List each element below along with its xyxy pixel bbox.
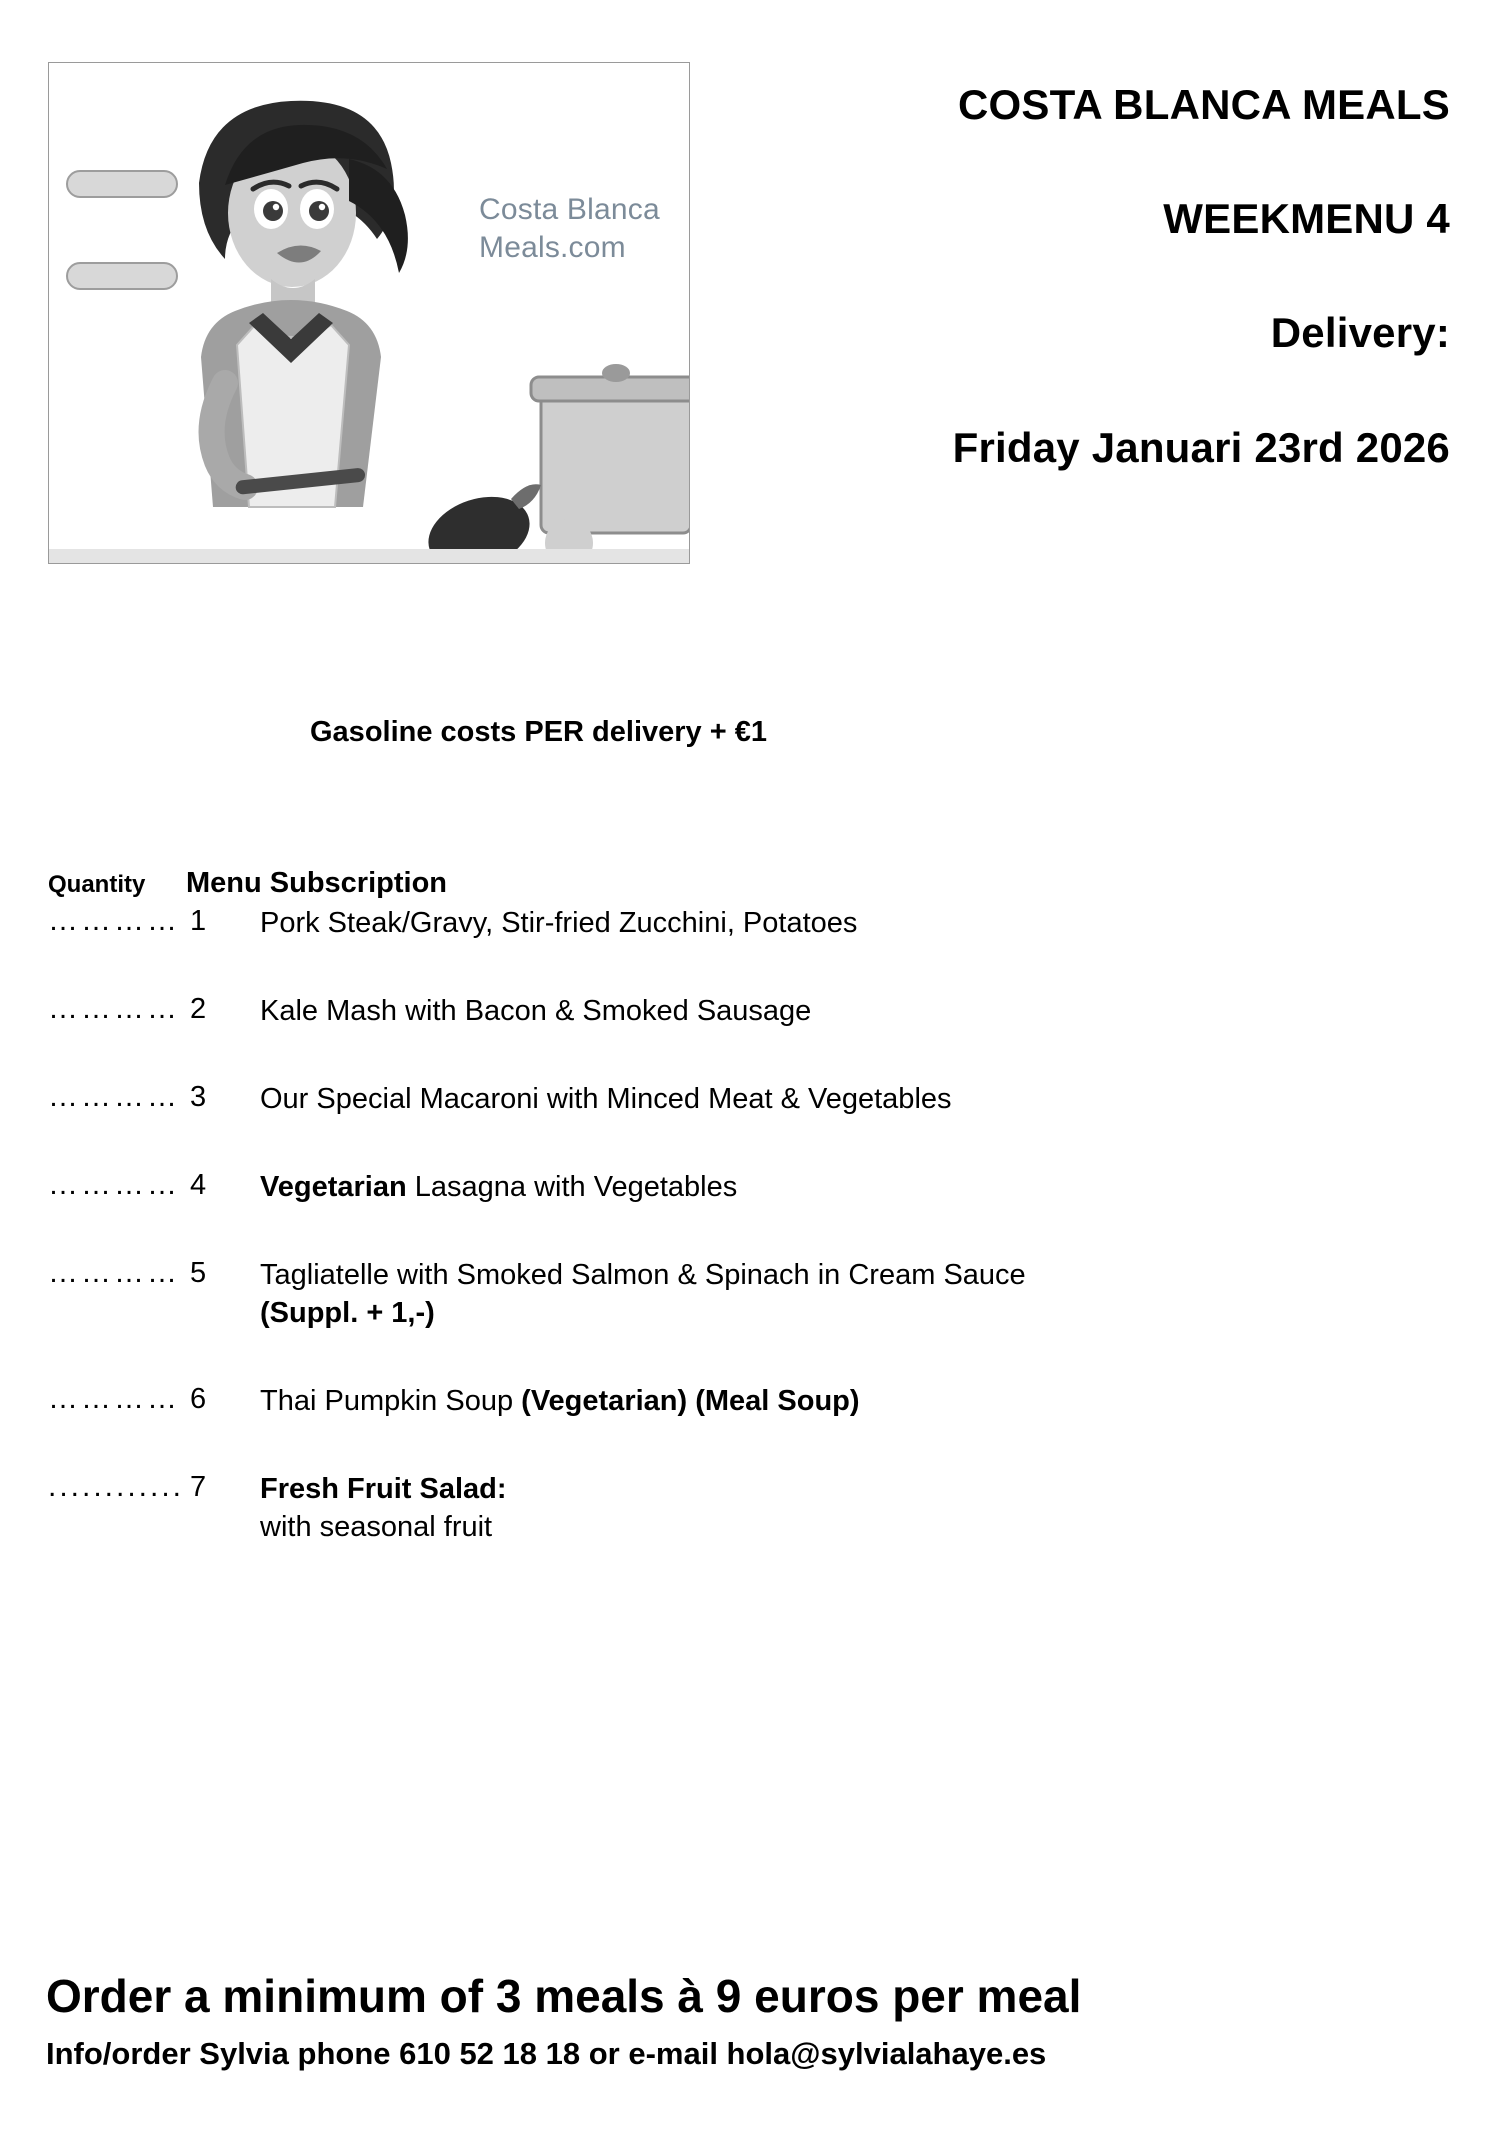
table-row[interactable] [48, 1256, 1512, 1332]
table-row[interactable] [48, 992, 1512, 1030]
contact-info-text: Info/order Sylvia phone 610 52 18 18 or e-mail hola@sylvialahaye.es [46, 2035, 1047, 2071]
delivery-date: Friday Januari 23rd 2026 [952, 423, 1450, 471]
quantity-dots[interactable]: ………… [48, 992, 180, 1025]
logo-brand-text [479, 191, 660, 267]
logo-brand-line2: Meals.com [479, 231, 626, 264]
menu-bold-prefix: Vegetarian [260, 1171, 407, 1203]
quantity-dots[interactable]: ………… [48, 904, 180, 937]
gasoline-notice: Gasoline costs PER delivery + €1 [310, 716, 767, 748]
menu-number: 5 [190, 1257, 207, 1289]
logo-illustration [49, 63, 689, 563]
menu-description [260, 1080, 1512, 1118]
page-title: COSTA BLANCA MEALS [957, 81, 1450, 128]
column-header-menu-subscription: Menu Subscription [186, 867, 447, 899]
menu-text: Our Special Macaroni with Minced Meat & Vegetables [260, 1083, 952, 1115]
menu-text: Lasagna with Vegetables [406, 1171, 738, 1203]
quantity-dots[interactable]: ………… [48, 1382, 180, 1415]
menu-list [0, 904, 1512, 1546]
menu-bold-suffix: (Vegetarian) (Meal Soup) [521, 1385, 860, 1417]
menu-text: Kale Mash with Bacon & Smoked Sausage [260, 995, 812, 1027]
footer [0, 1970, 1512, 2072]
menu-description [260, 1168, 1512, 1206]
table-row[interactable] [48, 1382, 1512, 1420]
menu-description [260, 1256, 1512, 1332]
menu-table-header [0, 867, 1512, 900]
menu-text: Tagliatelle with Smoked Salmon & Spinach in Cream Sauce [260, 1259, 1026, 1291]
menu-supplement-note: (Suppl. + 1,-) [260, 1297, 435, 1329]
menu-description [260, 1382, 1512, 1420]
header [0, 0, 1512, 564]
menu-number: 7 [190, 1471, 207, 1503]
cook-illustration-icon [49, 63, 689, 563]
weekmenu-subtitle: WEEKMENU 4 [1163, 195, 1450, 243]
table-row[interactable] [48, 1470, 1512, 1546]
quantity-dots[interactable]: ………… [48, 1256, 180, 1289]
menu-number: 2 [190, 993, 207, 1025]
menu-description [260, 1470, 1512, 1546]
quantity-dots[interactable]: ………… [48, 1168, 180, 1201]
menu-text: Pork Steak/Gravy, Stir-fried Zucchini, Potatoes [260, 907, 858, 939]
menu-detail-note: with seasonal fruit [260, 1511, 493, 1543]
menu-number: 4 [190, 1169, 207, 1201]
menu-number: 6 [190, 1383, 207, 1415]
delivery-label: Delivery: [1270, 309, 1450, 357]
menu-number: 3 [190, 1081, 207, 1113]
quantity-dots[interactable]: ………… [48, 1080, 180, 1113]
column-header-quantity: Quantity [48, 871, 146, 898]
logo-image [48, 62, 690, 564]
menu-description [260, 904, 1512, 942]
table-row[interactable] [48, 1080, 1512, 1118]
logo-brand-line1: Costa Blanca [479, 193, 660, 226]
table-row[interactable] [48, 904, 1512, 942]
quantity-dots[interactable]: ............ [48, 1470, 185, 1503]
menu-bold-prefix: Fresh Fruit Salad: [260, 1473, 507, 1505]
header-titles [690, 62, 1454, 471]
menu-text: Thai Pumpkin Soup [260, 1385, 522, 1417]
menu-description [260, 992, 1512, 1030]
menu-number: 1 [190, 905, 207, 937]
order-minimum-text: Order a minimum of 3 meals à 9 euros per meal [46, 1969, 1082, 2022]
table-row[interactable] [48, 1168, 1512, 1206]
